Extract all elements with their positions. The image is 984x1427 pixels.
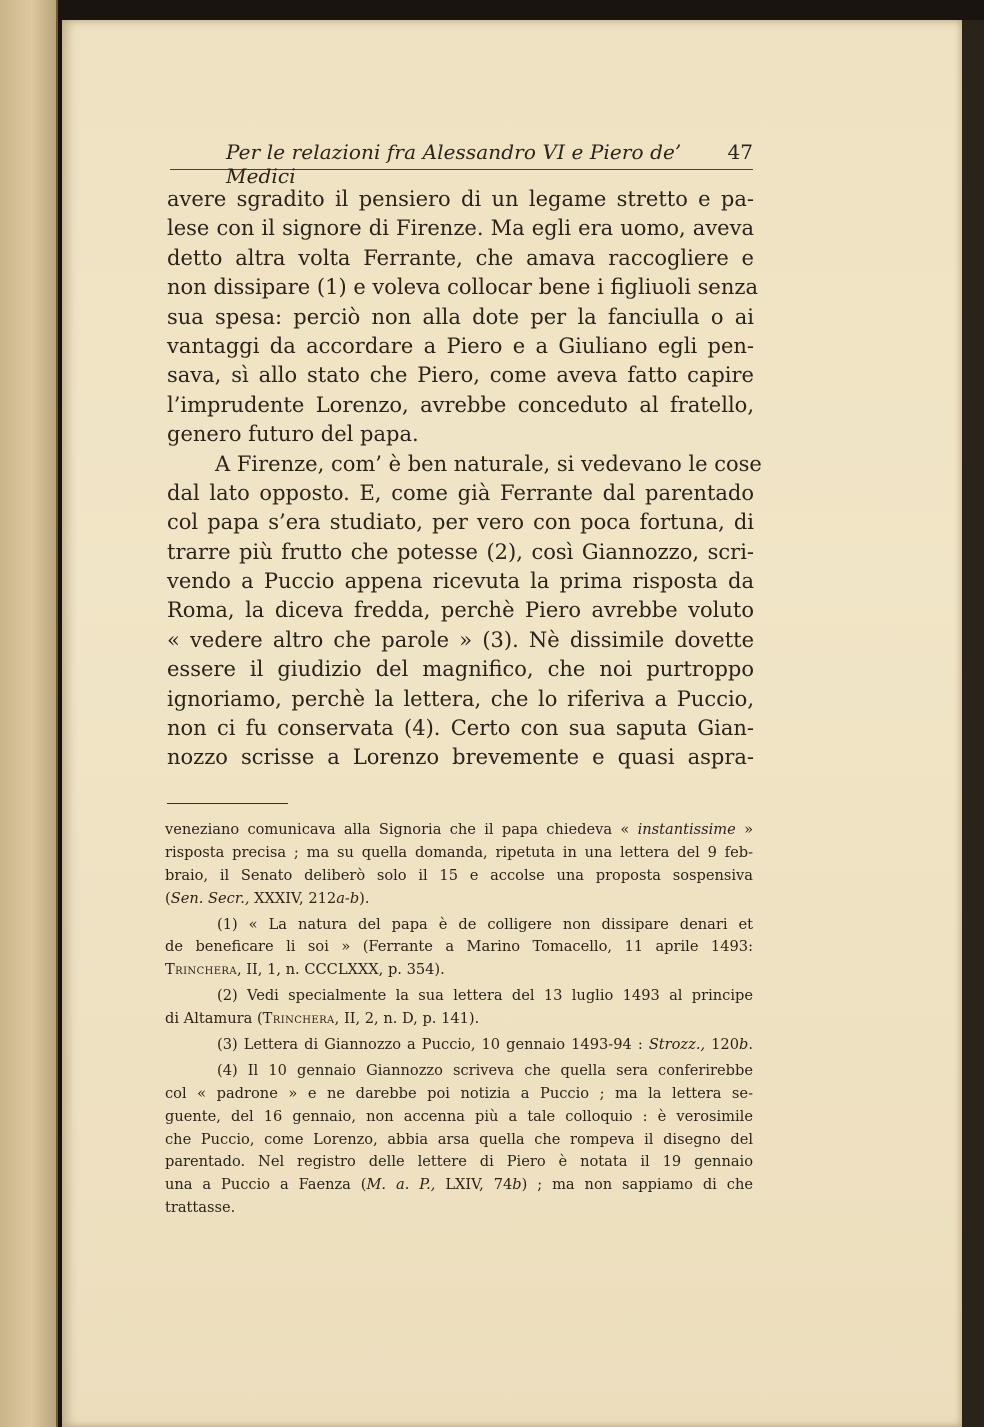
footnote-text: b [512, 1176, 522, 1194]
body-line: vantaggi da accordare a Piero e a Giuliano egli pen- [167, 333, 754, 358]
footnote-text: (3) Lettera di Giannozzo a Puccio, 10 gennaio 1493-94 : [217, 1036, 649, 1054]
footnote-rule [167, 803, 288, 804]
footnote-4-line: parentado. Nel registro delle lettere di Piero è notata il 19 gennaio [165, 1153, 753, 1171]
footnote-text: , II, 2, n. D, p. 141). [334, 1010, 480, 1028]
body-text [167, 185, 762, 773]
body-line: non ci fu conservata (4). Certo con sua saputa Gian- [167, 716, 754, 741]
footnote-text: , II, 1, n. CCCLXXX, p. 354). [237, 961, 445, 979]
footnote-text: di Altamura ( [165, 1010, 263, 1028]
body-line: detto altra volta Ferrante, che amava raccogliere e [167, 245, 754, 270]
body-line: trarre più frutto che potesse (2), così Giannozzo, scri- [167, 539, 754, 564]
footnote-4-line: trattasse. [165, 1199, 236, 1217]
footnotes [165, 819, 753, 1220]
body-line: l’imprudente Lorenzo, avrebbe conceduto al fratello, [167, 392, 754, 417]
footnote-text: ) ; ma non sappiamo di che [521, 1176, 753, 1194]
body-line: Roma, la diceva fredda, perchè Piero avrebbe voluto [167, 598, 754, 623]
footnote-text: Trinchera [262, 1010, 335, 1028]
footnote-3-line [165, 1034, 753, 1057]
body-line: col papa s’era studiato, per vero con poca fortuna, di [167, 510, 754, 535]
footnote-line [165, 819, 753, 842]
footnote-text: ( [165, 889, 171, 907]
footnote-text: a-b [336, 889, 360, 907]
footnote-4-line [165, 1174, 753, 1197]
footnote-text: 120 [705, 1036, 740, 1054]
running-head [170, 138, 753, 188]
body-line: ignoriamo, perchè la lettera, che lo riferiva a Puccio, [167, 686, 754, 711]
footnote-text: Trinchera [165, 961, 237, 979]
footnote-1-line: de beneficare li soi » (Ferrante a Marino Tomacello, 11 aprile 1493: [165, 938, 753, 956]
body-line: sava, sì allo stato che Piero, come aveva fatto capire [167, 363, 754, 388]
body-line: lese con il signore di Firenze. Ma egli era uomo, aveva [167, 216, 754, 241]
footnote-text: ). [359, 889, 370, 907]
footnote-text: . [748, 1036, 753, 1054]
footnote-line: risposta precisa ; ma su quella domanda, ripetuta in una lettera del 9 feb- [165, 843, 753, 861]
footnote-2-line: (2) Vedi specialmente la sua lettera del 13 luglio 1493 al principe [217, 987, 753, 1005]
footnote-text: M. a. P., [366, 1176, 436, 1194]
footnote-text: una a Puccio a Faenza ( [165, 1176, 367, 1194]
body-line: sua spesa: perciò non alla dote per la fanciulla o ai [167, 304, 754, 329]
page-number: 47 [727, 140, 753, 164]
running-title: Per le relazioni fra Alessandro VI e Piero de’ Medici [226, 140, 682, 188]
page-edge-shadow [962, 20, 984, 1427]
body-line: avere sgradito il pensiero di un legame stretto e pa- [167, 187, 754, 211]
footnote-text: » [735, 821, 753, 838]
body-line: A Firenze, com’ è ben naturale, si vedevano le cose [215, 451, 762, 476]
footnote-text: LXIV, 74 [435, 1176, 513, 1194]
footnote-1-line [165, 959, 753, 982]
footnote-text: b [739, 1036, 749, 1054]
previous-page-edge [0, 0, 58, 1427]
body-line: dal lato opposto. E, come già Ferrante dal parentado [167, 480, 754, 505]
body-line: nozzo scrisse a Lorenzo brevemente e quasi aspra- [167, 745, 754, 770]
footnote-text: Sen. Secr., [170, 889, 250, 907]
footnote-1-line: (1) « La natura del papa è de colligere non dissipare denari et [217, 915, 753, 933]
body-line: non dissipare (1) e voleva collocar bene i figliuoli senza [167, 275, 758, 300]
footnote-text: XXXIV, 212 [249, 889, 337, 907]
footnote-text: Strozz., [648, 1036, 706, 1054]
footnote-2-line [165, 1008, 753, 1031]
footnote-line [165, 888, 753, 911]
body-line: vendo a Puccio appena ricevuta la prima risposta da [167, 569, 754, 594]
footnote-4-line: (4) Il 10 gennaio Giannozzo scriveva che quella sera conferirebbe [217, 1061, 753, 1079]
footnote-text: instantissime [637, 821, 736, 838]
body-line: genero futuro del papa. [167, 422, 419, 447]
footnote-4-line: che Puccio, come Lorenzo, abbia arsa quella che rompeva il disegno del [165, 1130, 753, 1148]
footnote-4-line: col « padrone » e ne darebbe poi notizia a Puccio ; ma la lettera se- [165, 1084, 753, 1102]
footnote-4-line: guente, del 16 gennaio, non accenna più a tale colloquio : è verosimile [165, 1107, 753, 1125]
footnote-text: veneziano comunicava alla Signoria che il papa chiedeva « [165, 821, 638, 838]
body-line: « vedere altro che parole » (3). Nè dissimile dovette [167, 627, 754, 652]
body-line: essere il giudizio del magnifico, che noi purtroppo [167, 657, 754, 682]
footnote-line: braio, il Senato deliberò solo il 15 e accolse una proposta sospensiva [165, 866, 753, 884]
